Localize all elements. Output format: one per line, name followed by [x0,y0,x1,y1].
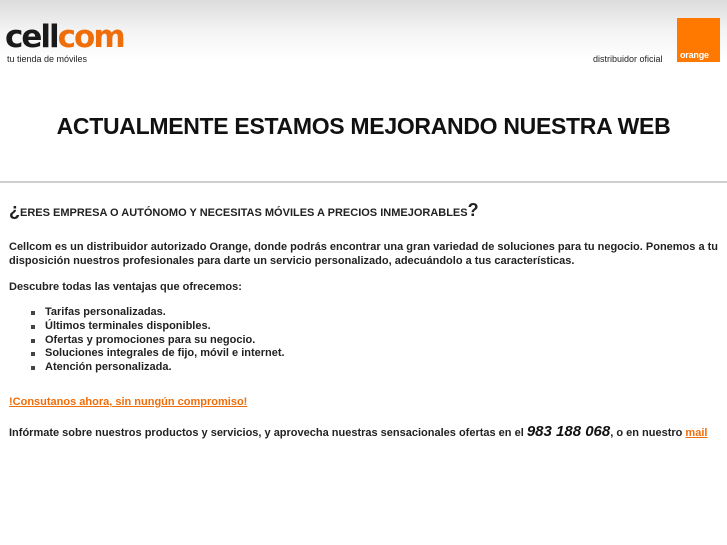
logo-accent-text: com [57,19,124,55]
page-title: ACTUALMENTE ESTAMOS MEJORANDO NUESTRA WEB [56,113,671,139]
logo-main-text: cell [5,19,58,55]
question-open-mark: ¿ [9,200,20,220]
divider [0,181,727,183]
contact-cta-link[interactable]: !Consutanos ahora, sin nungún compromiso! [9,395,248,408]
info-suffix: , o en nuestro [610,426,683,439]
content-section [9,200,719,452]
mail-link[interactable]: mail [685,426,708,439]
info-text: Infórmate sobre nuestros productos y servicios, y aprovecha nuestras sensacionales ofertas en el [9,426,524,439]
list-item: Soluciones integrales de fijo, móvil e internet. [45,347,719,361]
question-text: ERES EMPRESA O AUTÓNOMO Y NECESITAS MÓVILES A PRECIOS INMEJORABLES [20,207,468,219]
ventajas-heading: Descubre todas las ventajas que ofrecemos: [9,281,242,293]
cellcom-logo[interactable] [5,20,124,54]
question-heading [9,200,719,220]
info-paragraph [9,422,719,440]
tagline: tu tienda de móviles [7,54,88,64]
list-item: Últimos terminales disponibles. [45,320,719,334]
list-item: Atención personalizada. [45,361,719,375]
ventajas-list [9,306,719,375]
list-item: Tarifas personalizadas. [45,306,719,320]
orange-logo-text: orange [680,50,709,60]
question-close-mark: ? [467,200,479,220]
list-item: Ofertas y promociones para su negocio. [45,334,719,348]
phone-number: 983 188 068 [526,422,611,440]
intro-paragraph: Cellcom es un distribuidor autorizado Orange, donde podrás encontrar una gran variedad de soluciones para tu negocio. Ponemos a tu disposición nuestros profesionales para darte un servicio personalizado, adecuándolo a tus características. [9,241,719,267]
distribuidor-label: distribuidor oficial [593,54,663,64]
orange-logo[interactable] [677,18,720,62]
page-header [0,0,727,70]
